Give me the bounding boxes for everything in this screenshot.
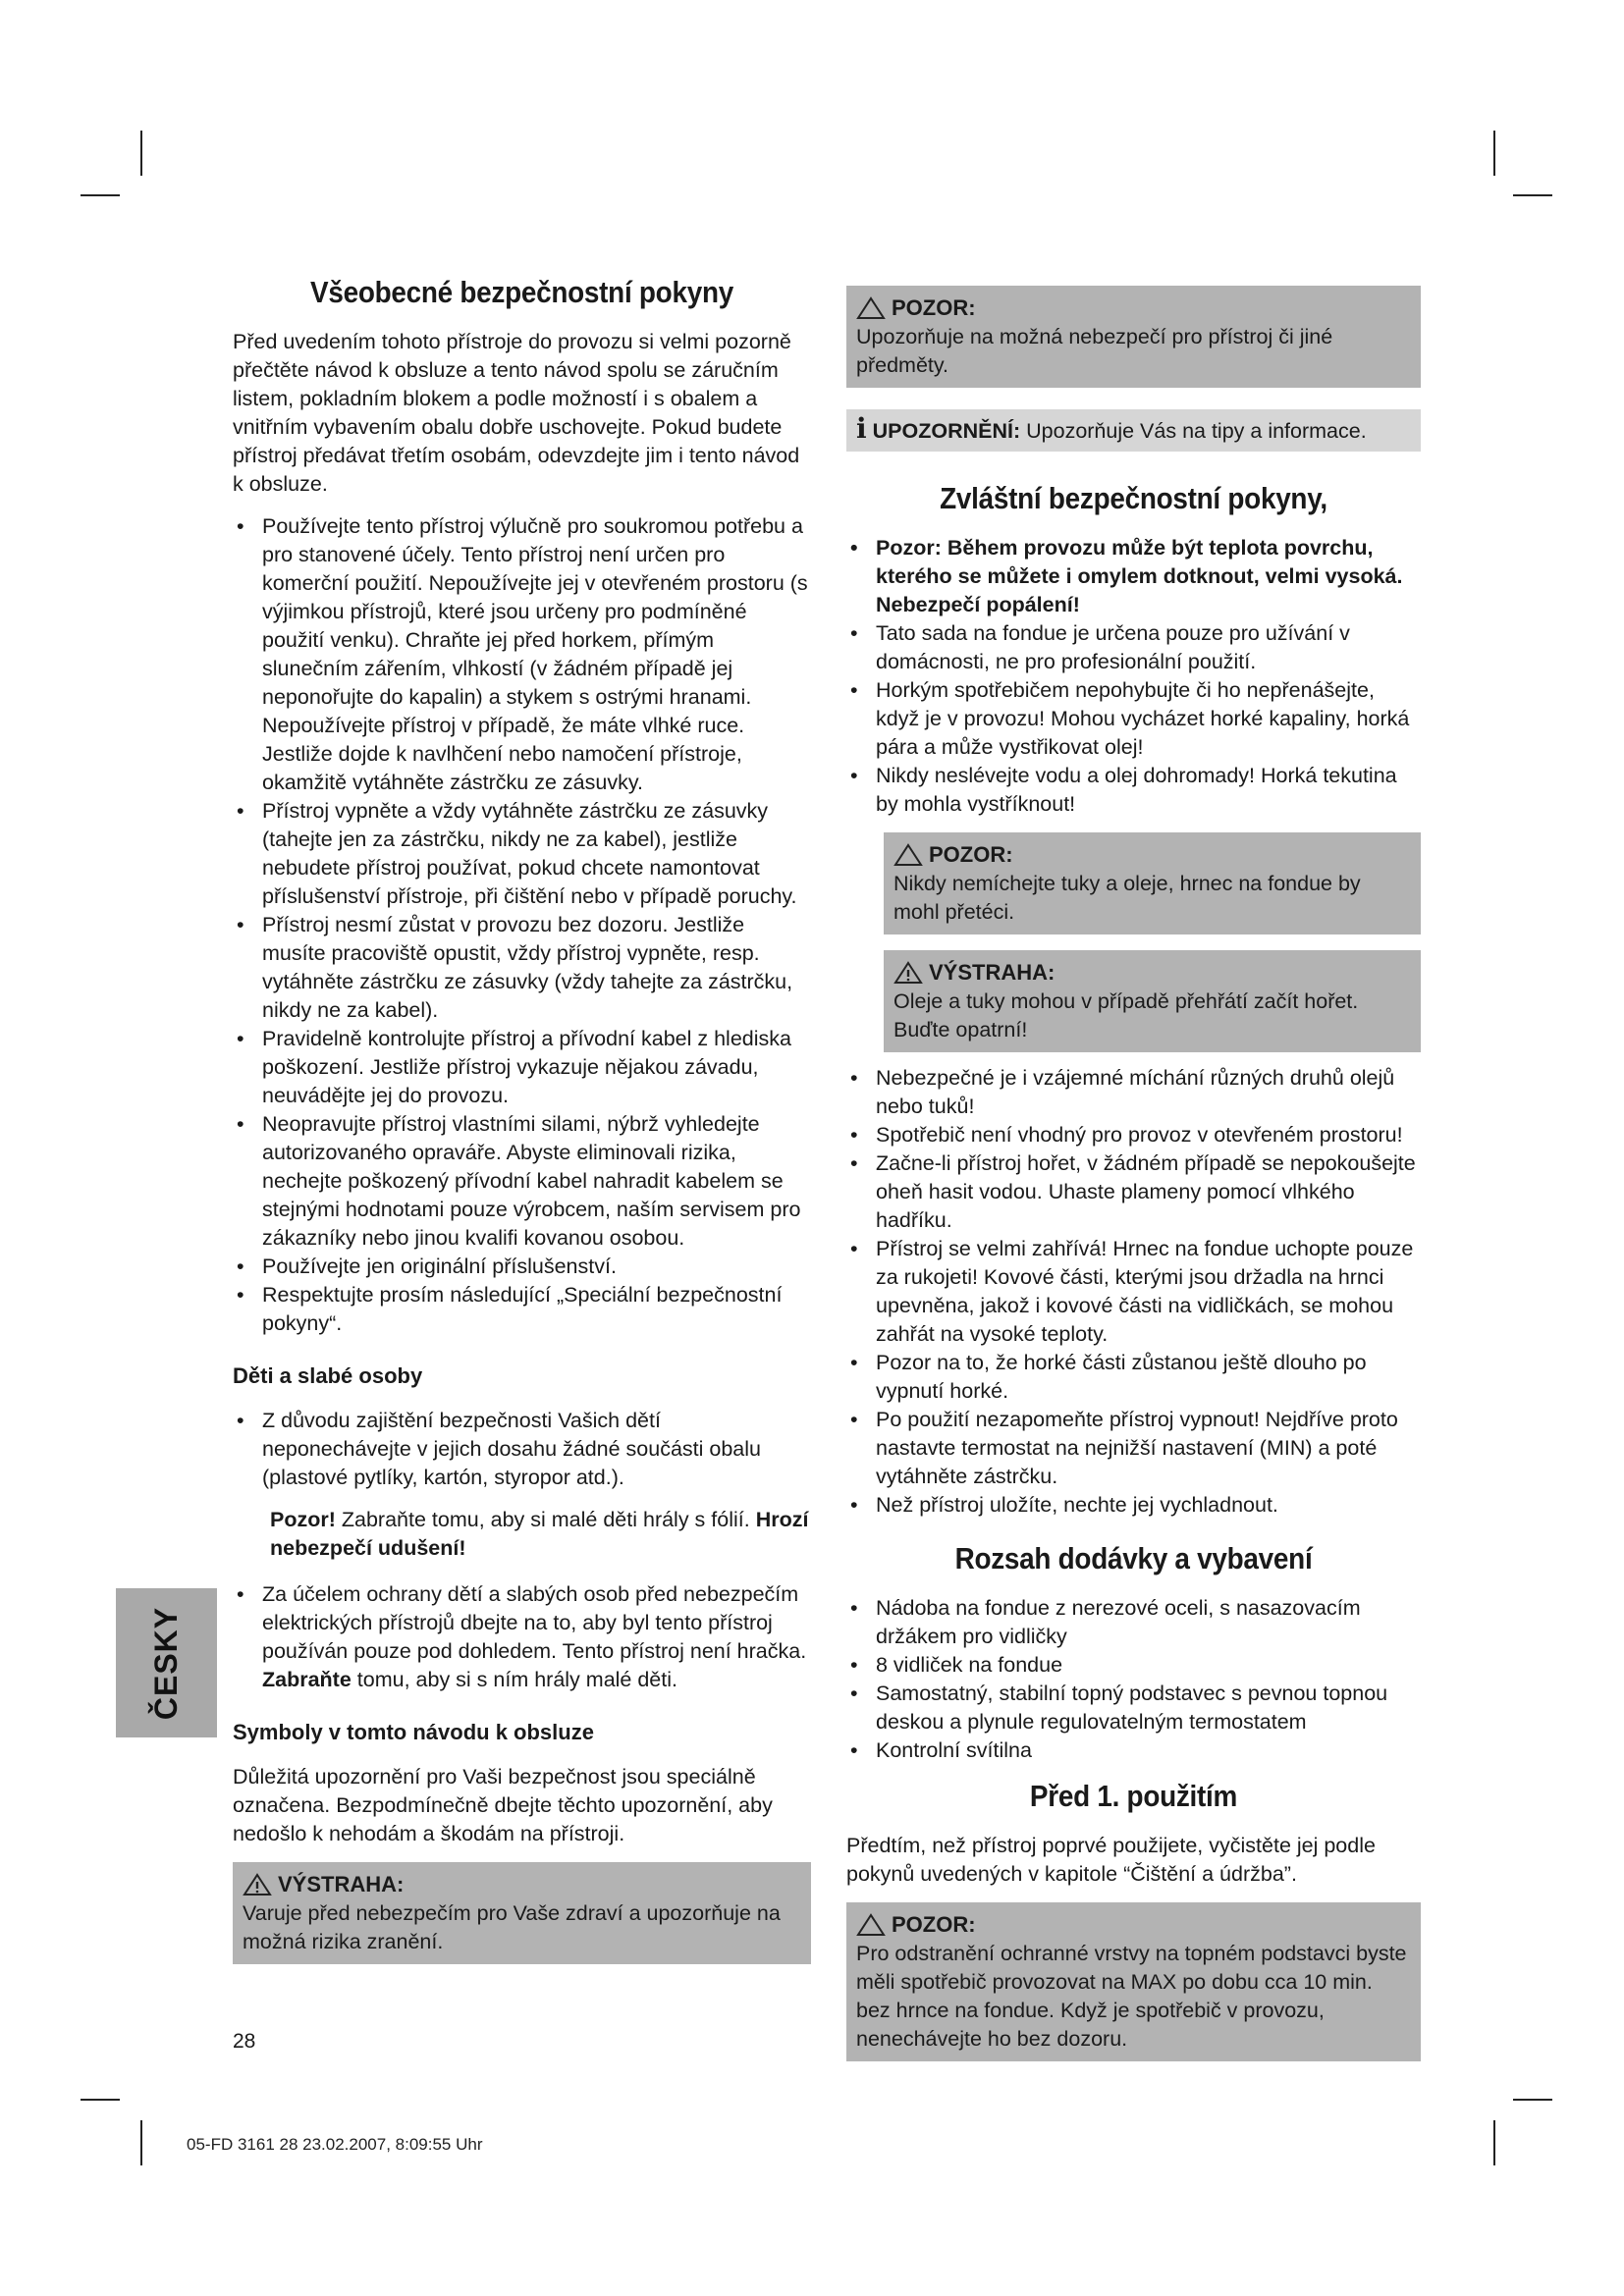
- list-item: • Nádoba na fondue z nerezové oceli, s nasazovacím držákem pro vidličky: [846, 1594, 1421, 1651]
- list-item: • Přístroj vypněte a vždy vytáhněte zástrčku ze zásuvky (tahejte jen za zástrčku, nikdy ne za kabel), jestliže nebudete přístroj používat, pokud chcete namontovat příslušenství přístroje, při čištění nebo v případě poruchy.: [233, 797, 811, 911]
- list-item: • Nikdy neslévejte vodu a olej dohromady! Horká tekutina by mohla vystříknout!: [846, 762, 1421, 819]
- list-item: • Respektujte prosím následující „Speciální bezpečnostní pokyny“.: [233, 1281, 811, 1338]
- list-item: • Pozor na to, že horké části zůstanou ještě dlouho po vypnutí horké.: [846, 1349, 1421, 1406]
- list-item: • Kontrolní svítilna: [846, 1736, 1421, 1765]
- before-first-use-text: Předtím, než přístroj poprvé použijete, vyčistěte jej podle pokynů uvedených v kapitole “Čištění a údržba”.: [846, 1834, 1376, 1886]
- right-column: [846, 286, 1421, 2083]
- list-item: • Než přístroj uložíte, nechte jej vychladnout.: [846, 1491, 1421, 1520]
- warning-box: [233, 1862, 811, 1964]
- special-safety-title: Zvláštní bezpečnostní pokyny,: [940, 481, 1327, 515]
- general-safety-title: Všeobecné bezpečnostní pokyny: [310, 275, 733, 309]
- list-item: • Samostatný, stabilní topný podstavec s pevnou topnou deskou a plynule regulovatelným termostatem: [846, 1680, 1421, 1736]
- scope-list: [846, 1594, 1421, 1765]
- print-footer: 05-FD 3161 28 23.02.2007, 8:09:55 Uhr: [187, 2135, 483, 2154]
- warning-text: Varuje před nebezpečím pro Vaše zdraví a upozorňuje na možná rizika zranění.: [243, 1901, 781, 1953]
- caution-box: [846, 286, 1421, 388]
- special-safety-list: [846, 534, 1421, 819]
- language-label: ČESKY: [148, 1606, 184, 1720]
- caution-triangle-icon: [893, 843, 923, 867]
- page-number: 28: [233, 2030, 256, 2053]
- crop-mark: [140, 2120, 142, 2165]
- crop-mark: [140, 131, 142, 176]
- caution-label: POZOR:: [892, 295, 976, 320]
- list-item: [233, 1580, 811, 1694]
- warning-box-head: [243, 1870, 801, 1899]
- caution-box-2: [884, 832, 1421, 934]
- caution-label: POZOR:: [929, 842, 1013, 867]
- warning-text: Oleje a tuky mohou v případě přehřátí začít hořet. Buďte opatrní!: [893, 989, 1359, 1041]
- list-item: • 8 vidliček na fondue: [846, 1651, 1421, 1680]
- children-heading: Děti a slabé osoby: [233, 1363, 423, 1388]
- list-item: • Pozor: Během provozu může být teplota povrchu, kterého se můžete i omylem dotknout, velmi vysoká. Nebezpečí popálení!: [846, 534, 1421, 619]
- list-item: • Pravidelně kontrolujte přístroj a přívodní kabel z hlediska poškození. Jestliže přístroj vykazuje nějakou závadu, neuvádějte jej do provozu.: [233, 1025, 811, 1110]
- caution-label: POZOR:: [892, 1912, 976, 1937]
- notice-line: [856, 412, 1411, 446]
- language-tab: [116, 1588, 217, 1737]
- notice-label: UPOZORNĚNÍ:: [872, 419, 1021, 443]
- list-item: • Horkým spotřebičem nepohybujte či ho nepřenášejte, když je v provozu! Mohou vycházet horké kapaliny, horká pára a může vystřikovat olej!: [846, 676, 1421, 762]
- list-item: • Přístroj se velmi zahřívá! Hrnec na fondue uchopte pouze za rukojeti! Kovové části, kterými jsou držadla na hrnci upevněna, jakož i kovové části na vidličkách, se mohou zahřát na vysoké teploty.: [846, 1235, 1421, 1349]
- list-item: • Spotřebič není vhodný pro provoz v otevřeném prostoru!: [846, 1121, 1421, 1149]
- general-safety-list: [233, 512, 811, 1338]
- warning-box-2: [884, 950, 1421, 1052]
- notice-box: [846, 409, 1421, 452]
- list-item: • Z důvodu zajištění bezpečnosti Vašich dětí neponechávejte v jejich dosahu žádné součásti obalu (plastové pytlíky, kartón, styropor atd.).: [233, 1407, 811, 1492]
- note-bold: Hrozí nebezpečí udušení!: [270, 1508, 809, 1560]
- warning-triangle-icon: [243, 1873, 272, 1896]
- crop-mark: [1513, 2099, 1552, 2101]
- children-list-2: [233, 1580, 811, 1694]
- scope-title: Rozsah dodávky a vybavení: [954, 1541, 1313, 1575]
- caution-box-head: [893, 840, 1411, 870]
- caution-box-head: [856, 294, 1411, 323]
- list-text: tomu, aby si s ním hrály malé děti.: [351, 1668, 677, 1691]
- children-list: [233, 1407, 811, 1492]
- crop-mark: [1513, 194, 1552, 196]
- caution-box-3: [846, 1902, 1421, 2061]
- left-column: [233, 275, 811, 1986]
- list-item: • Neopravujte přístroj vlastními silami, nýbrž vyhledejte autorizovaného opraváře. Abyste eliminovali rizika, nechejte poškozený přívodní kabel nahradit kabelem se stejnými hodnotami pouze výrobcem, naším servisem pro zákazníky nebo jinou kvalifi kovanou osobou.: [233, 1110, 811, 1253]
- list-item: • Používejte jen originální příslušenství.: [233, 1253, 811, 1281]
- warning-triangle-icon: [893, 961, 923, 985]
- caution-text: Upozorňuje na možná nebezpečí pro přístroj či jiné předměty.: [856, 325, 1333, 377]
- before-first-use-title: Před 1. použitím: [1029, 1779, 1238, 1813]
- warning-box-head: [893, 958, 1411, 988]
- list-item: • Po použití nezapomeňte přístroj vypnout! Nejdříve proto nastavte termostat na nejnižší nastavení (MIN) a poté vytáhněte zástrčku.: [846, 1406, 1421, 1491]
- caution-box-head: [856, 1910, 1411, 1940]
- warning-label: VÝSTRAHA:: [278, 1872, 405, 1896]
- note-bold: Pozor!: [270, 1508, 336, 1531]
- note-text: Zabraňte tomu, aby si malé děti hrály s fólií.: [335, 1508, 756, 1531]
- list-item: • Začne-li přístroj hořet, v žádném případě se nepokoušejte oheň hasit vodou. Uhaste plameny pomocí vlhkého hadříku.: [846, 1149, 1421, 1235]
- list-item: • Přístroj nesmí zůstat v provozu bez dozoru. Jestliže musíte pracoviště opustit, vždy přístroj vypněte, resp. vytáhněte zástrčku ze zásuvky (vždy tahejte za zástrčku, nikdy ne za kabel).: [233, 911, 811, 1025]
- crop-mark: [81, 194, 120, 196]
- caution-text: Nikdy nemíchejte tuky a oleje, hrnec na fondue by mohl přetéci.: [893, 872, 1361, 924]
- symbols-paragraph: Důležitá upozornění pro Vaši bezpečnost jsou speciálně označena. Bezpodmínečně dbejte těchto upozornění, aby nedošlo k nehodám a škodám na přístroji.: [233, 1765, 773, 1845]
- caution-triangle-icon: [856, 296, 886, 320]
- list-item: • Nebezpečné je i vzájemné míchání různých druhů olejů nebo tuků!: [846, 1064, 1421, 1121]
- notice-text: Upozorňuje Vás na tipy a informace.: [1026, 419, 1367, 443]
- list-item: • Používejte tento přístroj výlučně pro soukromou potřebu a pro stanovené účely. Tento přístroj není určen pro komerční použití. Nepoužívejte jej v otevřeném prostoru (s výjimkou přístrojů, které jsou určeny pro podmíněné použití venku). Chraňte jej před horkem, přímým slunečním zářením, vlhkostí (v žádném případě jej neponořujte do kapalin) a stykem s ostrými hranami. Nepoužívejte přístroj v případě, že máte vlhké ruce. Jestliže dojde k navlhčení nebo namočení přístroje, okamžitě vytáhněte zástrčku ze zásuvky.: [233, 512, 811, 797]
- info-icon: i: [856, 412, 867, 445]
- list-item: • Tato sada na fondue je určena pouze pro užívání v domácnosti, ne pro profesionální použití.: [846, 619, 1421, 676]
- list-bold: Zabraňte: [262, 1668, 352, 1691]
- crop-mark: [81, 2099, 120, 2101]
- special-safety-list-2: [846, 1064, 1421, 1520]
- children-note: [233, 1506, 811, 1563]
- crop-mark: [1493, 131, 1495, 176]
- caution-triangle-icon: [856, 1913, 886, 1937]
- list-text: Za účelem ochrany dětí a slabých osob před nebezpečím elektrických přístrojů dbejte na to, aby byl tento přístroj používán pouze pod dohledem. Tento přístroj není hračka.: [262, 1582, 807, 1663]
- intro-paragraph: Před uvedením tohoto přístroje do provozu si velmi pozorně přečtěte návod k obsluze a tento návod spolu se záručním listem, pokladním blokem a podle možností i s obalem a vnitřním vybavením obalu dobře uschovejte. Pokud budete přístroj předávat třetím osobám, odevzdejte jim i tento návod k obsluze.: [233, 330, 800, 496]
- warning-label: VÝSTRAHA:: [929, 960, 1056, 985]
- caution-text: Pro odstranění ochranné vrstvy na topném podstavci byste měli spotřebič provozovat na MAX po dobu cca 10 min. bez hrnce na fondue. Když je spotřebič v provozu, nenechávejte ho bez dozoru.: [856, 1942, 1407, 2051]
- crop-mark: [1493, 2120, 1495, 2165]
- symbols-heading: Symboly v tomto návodu k obsluze: [233, 1720, 594, 1744]
